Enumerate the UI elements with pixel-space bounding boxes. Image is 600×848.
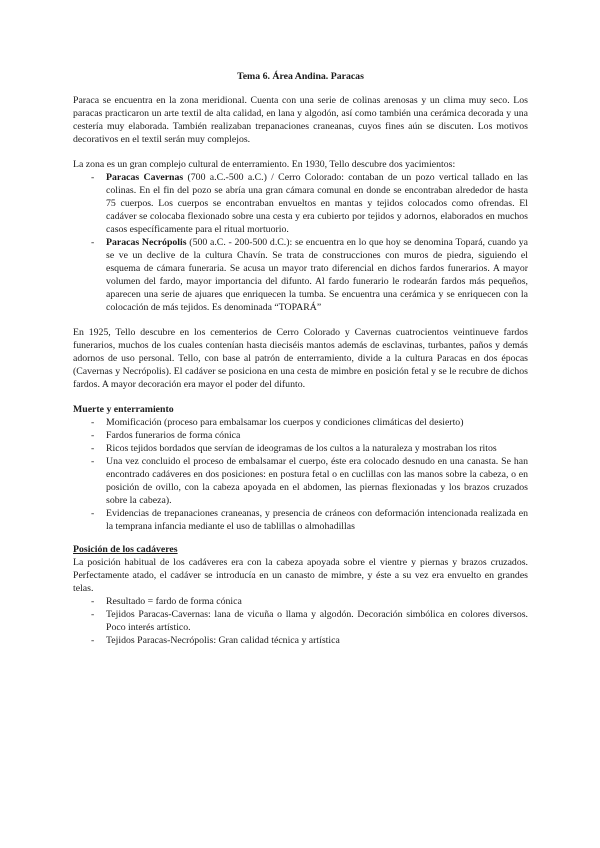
- list-item: - Fardos funerarios de forma cónica: [73, 429, 528, 442]
- list-item: - Tejidos Paracas-Necrópolis: Gran calidad técnica y artística: [73, 634, 528, 647]
- posicion-paragraph: La posición habitual de los cadáveres era con la cabeza apoyada sobre el vientre y piernas y brazos cruzados. Perfectamente atado, el cadáver se introducía en un canasto de mimbre, y éste a su vez era envuelto en grandes telas.: [73, 557, 528, 594]
- list-item: - Tejidos Paracas-Cavernas: lana de vicuña o llama y algodón. Decoración simbólica en colores diversos. Poco interés artístico.: [73, 608, 528, 634]
- list-item: - Resultado = fardo de forma cónica: [73, 595, 528, 608]
- tello-1925-paragraph: En 1925, Tello descubre en los cementerios de Cerro Colorado y Cavernas cuatrocientos veintinueve fardos funerarios, muchos de los cuales contenían hasta dieciséis mantos además de esclavinas, turbantes, paños y demás adornos de uso personal. Tello, con base al patrón de enterramiento, divide a la cultura Paracas en dos épocas (Cavernas y Necrópolis). El cadáver se posiciona en una cesta de mimbre en posición fetal y se le recubre de dichos fardos. A mayor decoración era mayor el poder del difunto.: [73, 327, 528, 390]
- list-item: - Una vez concluido el proceso de embalsamar el cuerpo, éste era colocado desnudo en una canasta. Se han encontrado cadáveres en dos posiciones: en postura fetal o en cuclillas con las manos sobre la cabeza, o en posición de ovillo, con la cabeza apoyada en el abdomen, las piernas flexionadas y los brazos cruzados sobre la cabeza).: [73, 455, 528, 507]
- yacimiento-name: Paracas Necrópolis: [106, 237, 187, 248]
- yacimiento-name: Paracas Cavernas: [106, 172, 184, 183]
- list-item: - Evidencias de trepanaciones craneanas, y presencia de cráneos con deformación intencionada realizada en la temprana infancia mediante el uso de tablillas o almohadillas: [73, 507, 528, 533]
- yacimientos-list: [73, 171, 528, 314]
- muerte-heading: Muerte y enterramiento: [73, 404, 174, 415]
- list-item: - Ricos tejidos bordados que servían de ideogramas de los cultos a la naturaleza y mostraban los ritos: [73, 442, 528, 455]
- yacimiento-text: (700 a.C.-500 a.C.) / Cerro Colorado: contaban de un pozo vertical tallado en las colinas. En el fin del pozo se abría una gran cámara comunal en donde se encontraban alrededor de hasta 75 cuerpos. Los cuerpos se encontraban envueltos en mantas y tejidos colocados como ofrendas. El cadáver se colocaba flexionado sobre una cesta y era cubierto por tejidos y adornos, elaborados en muchos casos específicamente para el ritual mortuorio.: [106, 172, 528, 235]
- list-item: [73, 236, 528, 314]
- page-content: [73, 70, 528, 647]
- list-item: - Momificación (proceso para embalsamar los cuerpos y condiciones climáticas del desierto): [73, 416, 528, 429]
- page-title: Tema 6. Área Andina. Paracas: [237, 71, 364, 82]
- posicion-heading: Posición de los cadáveres: [73, 544, 178, 555]
- posicion-list: [73, 595, 528, 647]
- zona-paragraph: La zona es un gran complejo cultural de enterramiento. En 1930, Tello descubre dos yacimientos:: [73, 159, 456, 170]
- list-item: [73, 171, 528, 236]
- intro-paragraph: Paraca se encuentra en la zona meridional. Cuenta con una serie de colinas arenosas y un clima muy seco. Los paracas practicaron un arte textil de alta calidad, en lana y algodón, así como también una cerámica decorada y una cestería muy elaborada. También realizaban trepanaciones craneanas, cuyos fines aún se discuten. Los motivos decorativos en el textil serán muy complejos.: [73, 95, 528, 145]
- yacimiento-text: (500 a.C. - 200-500 d.C.): se encuentra en lo que hoy se denomina Topará, cuando ya se ve un declive de la cultura Chavín. Se trata de construcciones con muros de piedra, siguiendo el esquema de cámara funeraria. Se acusa un mayor trato diferencial en dichos fardos funerarios. A mayor volumen del fardo, mayor importancia del difunto. Al fardo funerario le rodearán fardos más pequeños, aparecen una serie de ajuares que enriquecen la tumba. Se encuentra una cerámica y se enriquecen con la colocación de más tejidos. Es denominada “TOPARÁ”: [106, 237, 528, 313]
- muerte-list: [73, 416, 528, 533]
